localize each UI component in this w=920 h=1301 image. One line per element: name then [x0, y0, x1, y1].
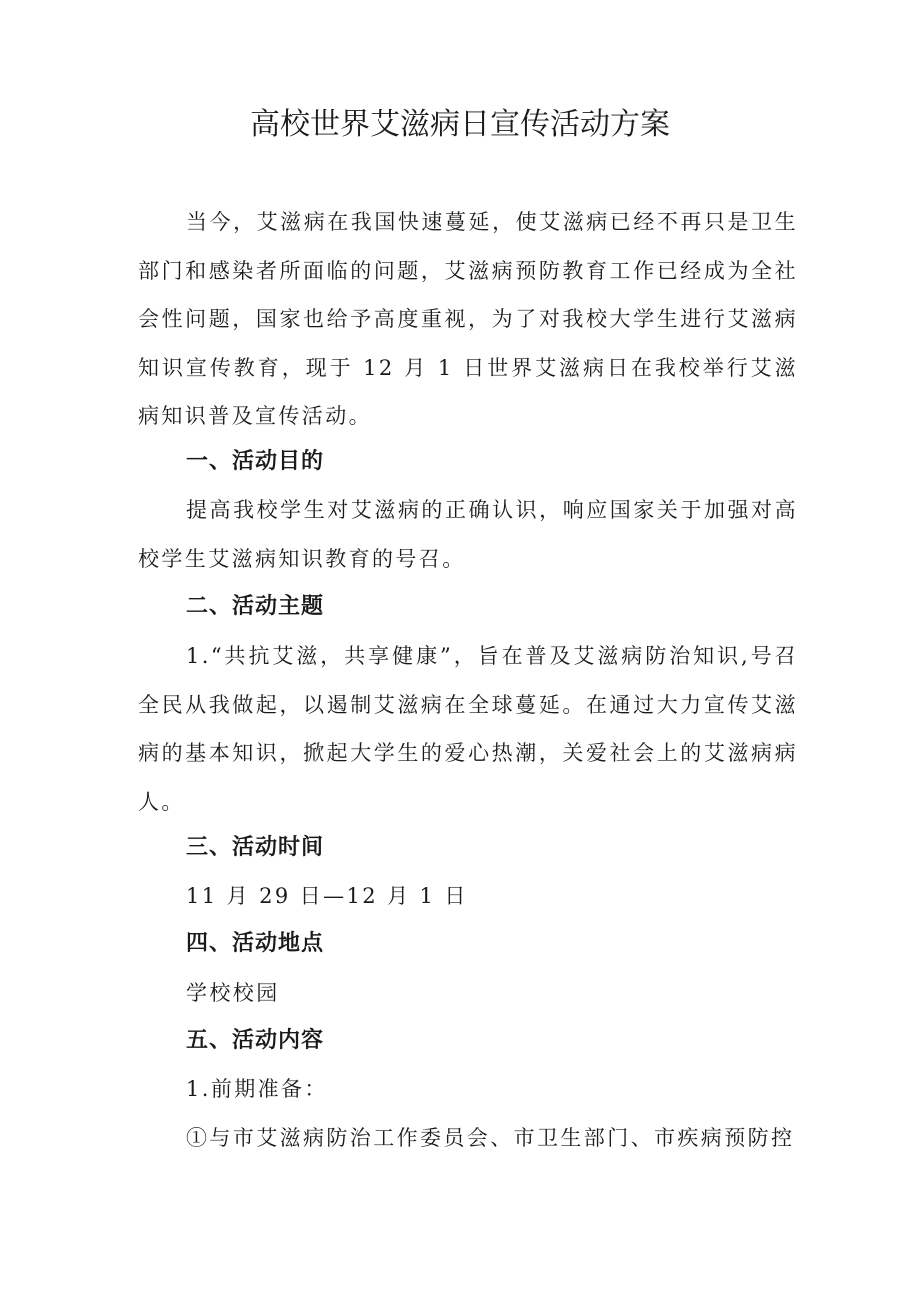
intro-paragraph: 当今，艾滋病在我国快速蔓延，使艾滋病已经不再只是卫生部门和感染者所面临的问题，艾滋病预防教育工作已经成为全社会性问题，国家也给予高度重视，为了对我校大学生进行艾滋病知识宣传教育，现于 12 月 1 日世界艾滋病日在我校举行艾滋病知识普及宣传活动。 [138, 210, 798, 428]
section-text-theme: 1.“共抗艾滋，共享健康”，旨在普及艾滋病防治知识,号召全民从我做起，以遏制艾滋病在全球蔓延。在通过大力宣传艾滋病的基本知识，掀起大学生的爱心热潮，关爱社会上的艾滋病病人。 [138, 644, 798, 814]
section-text-time: 11 月 29 日—12 月 1 日 [186, 884, 468, 908]
section-text-purpose: 提高我校学生对艾滋病的正确认识，响应国家关于加强对高校学生艾滋病知识教育的号召。 [138, 498, 798, 571]
section-heading-purpose: 一、活动目的 [186, 449, 325, 474]
section-text-location: 学校校园 [186, 981, 280, 1005]
section-heading-location: 四、活动地点 [186, 931, 325, 956]
section-heading-content: 五、活动内容 [186, 1028, 325, 1053]
section-heading-time: 三、活动时间 [186, 835, 325, 860]
document-title: 高校世界艾滋病日宣传活动方案 [250, 107, 670, 142]
section-heading-theme: 二、活动主题 [186, 594, 325, 619]
content-item-line: ①与市艾滋病防治工作委员会、市卫生部门、市疾病预防控 [186, 1126, 795, 1150]
section-text-content: 1.前期准备： [186, 1077, 328, 1101]
